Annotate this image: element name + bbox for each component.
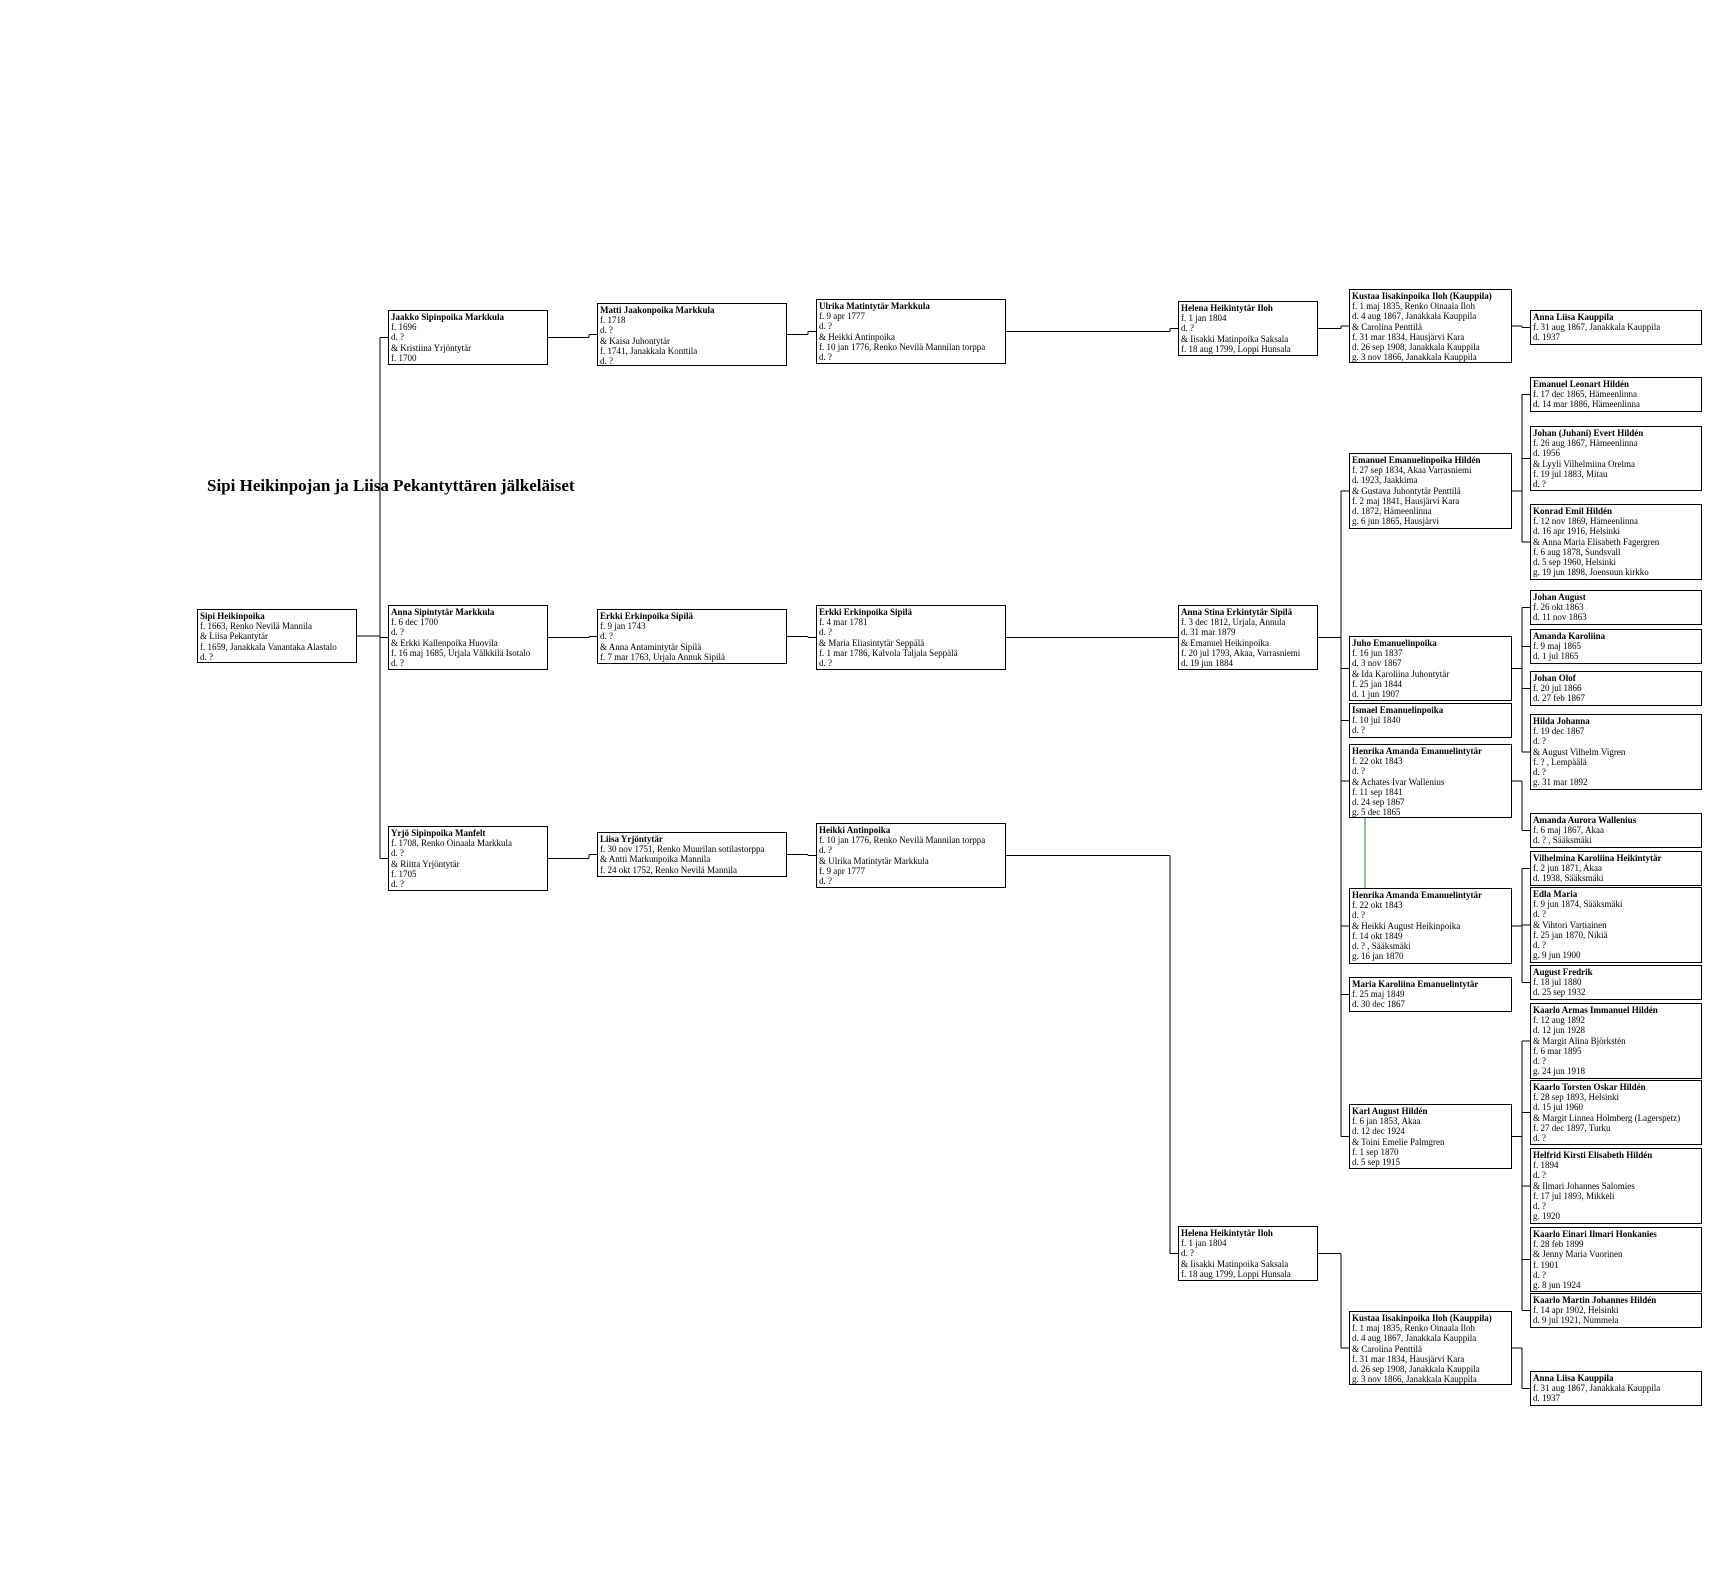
person-detail: & Anna Antamintytär Sipilä xyxy=(600,641,702,652)
person-detail: d. ? xyxy=(819,845,832,856)
person-box xyxy=(1349,1311,1512,1385)
person-name: Sipi Heikinpoika xyxy=(200,611,265,621)
person-box xyxy=(388,310,548,365)
person-box xyxy=(1349,888,1512,964)
person-box xyxy=(1530,629,1702,664)
person-name: Karl August Hildén xyxy=(1352,1106,1428,1116)
person-detail: d. ? xyxy=(1533,1056,1546,1067)
person-box xyxy=(1530,851,1702,886)
person-detail: d. 1872, Hämeenlinna xyxy=(1352,506,1432,517)
person-detail: & Anna Maria Elisabeth Fagergren xyxy=(1533,536,1660,547)
person-detail: d. ? xyxy=(1533,909,1546,920)
person-name: Matti Jaakonpoika Markkula xyxy=(600,305,715,315)
person-name: Ulrika Matintytär Markkula xyxy=(819,301,930,311)
person-detail: f. 11 sep 1841 xyxy=(1352,786,1403,797)
person-name: Erkki Erkinpoika Sipilä xyxy=(600,611,694,621)
person-box xyxy=(1349,703,1512,738)
person-detail: f. 6 aug 1878, Sundsvall xyxy=(1533,546,1621,557)
person-detail: f. 1700 xyxy=(391,352,417,363)
person-detail: f. 14 okt 1849 xyxy=(1352,930,1403,941)
person-detail: d. 19 jun 1884 xyxy=(1181,658,1234,669)
person-detail: f. 26 okt 1863 xyxy=(1533,602,1584,613)
person-detail: d. ? xyxy=(1181,1248,1194,1259)
person-detail: f. 17 jul 1893, Mikkeli xyxy=(1533,1190,1615,1201)
person-box xyxy=(1349,977,1512,1012)
person-detail: f. 19 dec 1867 xyxy=(1533,726,1585,737)
person-detail: d. ? xyxy=(819,627,832,638)
person-detail: f. 1 sep 1870 xyxy=(1352,1146,1399,1157)
person-detail: d. 1956 xyxy=(1533,448,1560,459)
person-name: Anna Liisa Kauppila xyxy=(1533,312,1614,322)
person-box xyxy=(816,605,1006,670)
person-detail: f. 9 jun 1874, Sääksmäki xyxy=(1533,899,1623,910)
person-detail: f. 1663, Renko Nevilä Mannila xyxy=(200,621,312,632)
person-name: Amanda Aurora Wallenius xyxy=(1533,815,1637,825)
person-name: Juho Emanuelinpoika xyxy=(1352,638,1437,648)
person-name: Kaarlo Armas Immanuel Hildén xyxy=(1533,1005,1658,1015)
person-detail: d. ? xyxy=(391,848,404,859)
person-detail: d. 31 mar 1879 xyxy=(1181,627,1236,638)
person-detail: g. 16 jan 1870 xyxy=(1352,951,1404,962)
person-box xyxy=(1349,636,1512,701)
person-detail: d. 25 sep 1932 xyxy=(1533,987,1586,998)
person-name: Helena Heikintytär Iloh xyxy=(1181,303,1273,313)
person-box xyxy=(1530,1003,1702,1079)
person-box xyxy=(1530,377,1702,412)
person-detail: & Ida Karoliina Juhontytär xyxy=(1352,668,1450,679)
person-detail: f. 30 nov 1751, Renko Muurilan sotilastorppa xyxy=(600,844,765,855)
person-name: Konrad Emil Hildén xyxy=(1533,506,1613,516)
person-detail: & Margit Linnea Holmberg (Lagerspetz) xyxy=(1533,1112,1681,1123)
person-detail: f. 10 jan 1776, Renko Nevilä Mannilan torppa xyxy=(819,341,986,352)
person-box xyxy=(1530,671,1702,706)
person-detail: f. 28 sep 1893, Helsinki xyxy=(1533,1092,1619,1103)
person-detail: & Carolina Penttilä xyxy=(1352,1343,1422,1354)
person-box xyxy=(1530,310,1702,345)
person-detail: d. 12 jun 1928 xyxy=(1533,1025,1586,1036)
person-detail: f. 31 aug 1867, Janakkala Kauppila xyxy=(1533,1383,1661,1394)
person-box xyxy=(1530,426,1702,491)
person-detail: f. 10 jul 1840 xyxy=(1352,715,1401,726)
person-detail: d. 27 feb 1867 xyxy=(1533,693,1585,704)
person-name: Heikki Antinpoika xyxy=(819,825,891,835)
person-detail: g. 6 jun 1865, Hausjärvi xyxy=(1352,516,1439,527)
person-detail: d. 1938, Sääksmäki xyxy=(1533,873,1604,884)
person-detail: f. 25 maj 1849 xyxy=(1352,989,1405,1000)
person-name: Kaarlo Einari Ilmari Honkanies xyxy=(1533,1229,1657,1239)
person-detail: f. 25 jan 1870, Nikiä xyxy=(1533,929,1608,940)
person-detail: f. 27 dec 1897, Turku xyxy=(1533,1122,1611,1133)
person-detail: d. ? xyxy=(1352,910,1365,921)
person-detail: d. ? xyxy=(1533,940,1546,951)
person-detail: f. 1 jan 1804 xyxy=(1181,1238,1227,1249)
person-detail: f. 16 jun 1837 xyxy=(1352,648,1403,659)
person-detail: g. 9 jun 1900 xyxy=(1533,950,1581,961)
person-detail: & Vihtori Vartiainen xyxy=(1533,919,1607,930)
person-detail: d. ? xyxy=(391,658,404,669)
person-box xyxy=(1178,301,1318,356)
person-box xyxy=(1530,714,1702,790)
person-detail: g. 19 jun 1898, Joensuun kirkko xyxy=(1533,567,1649,578)
person-detail: & Margit Alina Björkstén xyxy=(1533,1035,1626,1046)
person-detail: d. ? xyxy=(391,879,404,890)
person-name: Helfrid Kirsti Elisabeth Hildén xyxy=(1533,1150,1653,1160)
person-detail: g. 3 nov 1866, Janakkala Kauppila xyxy=(1352,1374,1477,1385)
person-name: Johan August xyxy=(1533,592,1586,602)
person-box xyxy=(1530,1227,1702,1292)
person-name: Emanuel Leonart Hildén xyxy=(1533,379,1630,389)
person-box xyxy=(1530,1148,1702,1224)
person-detail: d. 1923, Jaakkima xyxy=(1352,475,1418,486)
person-detail: g. 8 jun 1924 xyxy=(1533,1280,1581,1291)
person-name: Kaarlo Torsten Oskar Hildén xyxy=(1533,1082,1646,1092)
person-detail: d. ? xyxy=(1533,1170,1546,1181)
person-box xyxy=(1349,1104,1512,1169)
person-detail: d. ? xyxy=(819,658,832,669)
person-detail: & Maria Eliasintytär Seppälä xyxy=(819,637,925,648)
person-detail: f. 20 jul 1793, Akaa, Varrasniemi xyxy=(1181,647,1301,658)
person-name: Amanda Karoliina xyxy=(1533,631,1606,641)
person-detail: f. 1 maj 1835, Renko Oinaala Iloh xyxy=(1352,1323,1475,1334)
person-detail: f. 12 aug 1892 xyxy=(1533,1015,1585,1026)
person-box xyxy=(1530,965,1702,1000)
person-detail: & Emanuel Heikinpoika xyxy=(1181,637,1269,648)
person-detail: f. 7 mar 1763, Urjala Annuk Sipilä xyxy=(600,651,725,662)
person-detail: f. 22 okt 1843 xyxy=(1352,900,1403,911)
person-detail: f. 9 maj 1865 xyxy=(1533,641,1581,652)
person-name: Kaarlo Martin Johannes Hildén xyxy=(1533,1295,1657,1305)
person-detail: d. ? xyxy=(1533,767,1546,778)
person-detail: d. 1 jul 1865 xyxy=(1533,651,1579,662)
person-detail: & Heikki August Heikinpoika xyxy=(1352,920,1461,931)
person-name: Anna Stina Erkintytär Sipilä xyxy=(1181,607,1293,617)
person-detail: & Ulrika Matintytär Markkula xyxy=(819,855,929,866)
person-detail: d. ? xyxy=(1533,479,1546,490)
person-detail: d. 9 jul 1921, Nummela xyxy=(1533,1315,1619,1326)
person-detail: d. 5 sep 1915 xyxy=(1352,1157,1400,1168)
person-detail: f. 6 dec 1700 xyxy=(391,617,438,628)
person-detail: d. ? xyxy=(819,321,832,332)
person-box xyxy=(1530,887,1702,963)
person-name: Johan Olof xyxy=(1533,673,1576,683)
person-box xyxy=(1349,744,1512,818)
person-detail: d. ? xyxy=(1352,766,1365,777)
person-detail: f. 1708, Renko Oinaala Markkula xyxy=(391,838,512,849)
person-detail: f. 14 apr 1902, Helsinki xyxy=(1533,1305,1619,1316)
person-detail: f. 1659, Janakkala Vanantaka Alastalo xyxy=(200,641,337,652)
person-box xyxy=(816,823,1006,888)
person-box xyxy=(1178,1226,1318,1281)
person-name: Erkki Erkinpoika Sipilä xyxy=(819,607,913,617)
person-detail: d. ? xyxy=(1533,1269,1546,1280)
person-name: Johan (Juhani) Evert Hildén xyxy=(1533,428,1644,438)
person-detail: d. 1937 xyxy=(1533,1393,1560,1404)
person-box xyxy=(1178,605,1318,670)
person-detail: f. 1894 xyxy=(1533,1160,1559,1171)
person-detail: f. 2 maj 1841, Hausjärvi Kara xyxy=(1352,495,1460,506)
person-box xyxy=(1530,1371,1702,1406)
person-detail: f. 1718 xyxy=(600,315,626,326)
person-detail: f. 18 aug 1799, Loppi Hunsala xyxy=(1181,1268,1291,1279)
person-detail: d. ? xyxy=(600,356,613,366)
person-box xyxy=(1349,289,1512,363)
person-detail: f. 27 sep 1834, Akaa Varrasniemi xyxy=(1352,465,1472,476)
person-detail: & Riitta Yrjöntytär xyxy=(391,858,460,869)
person-detail: f. 9 jan 1743 xyxy=(600,621,646,632)
person-detail: d. ? xyxy=(391,627,404,638)
person-detail: f. 22 okt 1843 xyxy=(1352,756,1403,767)
person-name: Edla Maria xyxy=(1533,889,1578,899)
person-detail: f. 1741, Janakkala Konttila xyxy=(600,345,698,356)
person-box xyxy=(597,303,787,366)
person-detail: & Carolina Penttilä xyxy=(1352,321,1422,332)
person-detail: f. 1 maj 1835, Renko Oinaala Iloh xyxy=(1352,301,1475,312)
person-detail: f. 31 aug 1867, Janakkala Kauppila xyxy=(1533,322,1661,333)
person-detail: d. ? xyxy=(1533,736,1546,747)
person-detail: d. ? xyxy=(1181,323,1194,334)
person-detail: & Toini Emelie Palmgren xyxy=(1352,1136,1445,1147)
person-box xyxy=(197,609,357,663)
person-detail: d. ? xyxy=(819,876,832,887)
person-detail: f. ? , Lempäälä xyxy=(1533,756,1587,767)
person-detail: d. 1 jun 1907 xyxy=(1352,689,1400,700)
person-detail: d. 15 jul 1960 xyxy=(1533,1102,1584,1113)
person-detail: d. 24 sep 1867 xyxy=(1352,797,1405,808)
person-name: Henrika Amanda Emanuelintytär xyxy=(1352,890,1483,900)
person-detail: f. 1901 xyxy=(1533,1259,1559,1270)
person-box xyxy=(1530,813,1702,848)
person-detail: & Heikki Antinpoika xyxy=(819,331,895,342)
person-detail: & Jenny Maria Vuorinen xyxy=(1533,1249,1623,1260)
person-name: Anna Liisa Kauppila xyxy=(1533,1373,1614,1383)
person-name: Helena Heikintytär Iloh xyxy=(1181,1228,1273,1238)
person-detail: f. 2 jun 1871, Akaa xyxy=(1533,863,1602,874)
person-detail: f. 16 maj 1685, Urjala Välkkilä Isotalo xyxy=(391,647,531,658)
person-detail: d. ? xyxy=(1533,1201,1546,1212)
person-name: Henrika Amanda Emanuelintytär xyxy=(1352,746,1483,756)
person-box xyxy=(1530,590,1702,625)
person-detail: d. 26 sep 1908, Janakkala Kauppila xyxy=(1352,1364,1480,1375)
person-detail: f. 10 jan 1776, Renko Nevilä Mannilan torppa xyxy=(819,835,986,846)
page-title: Sipi Heikinpojan ja Liisa Pekantyttären jälkeläiset xyxy=(207,476,575,495)
person-detail: f. 12 nov 1869, Hämeenlinna xyxy=(1533,516,1638,527)
person-detail: f. 6 maj 1867, Akaa xyxy=(1533,825,1604,836)
person-detail: d. ? xyxy=(600,325,613,336)
person-detail: f. 1705 xyxy=(391,868,417,879)
person-box xyxy=(1349,453,1512,529)
person-box xyxy=(388,826,548,891)
person-detail: d. ? xyxy=(391,332,404,343)
person-detail: f. 1 mar 1786, Kalvola Taljala Seppälä xyxy=(819,647,958,658)
person-name: Yrjö Sipinpoika Manfelt xyxy=(391,828,486,838)
person-name: Vilhelmina Karoliina Heikintytär xyxy=(1533,853,1662,863)
person-box xyxy=(1530,1080,1702,1145)
person-detail: d. 3 nov 1867 xyxy=(1352,658,1402,669)
person-detail: f. 24 okt 1752, Renko Nevilä Mannila xyxy=(600,864,737,875)
person-detail: d. ? xyxy=(600,631,613,642)
person-detail: & Ilmari Johannes Salomies xyxy=(1533,1180,1635,1191)
person-detail: & Antti Markunpoika Mannila xyxy=(600,854,711,865)
person-box xyxy=(388,605,548,670)
person-name: Liisa Yrjöntytär xyxy=(600,834,663,844)
person-detail: f. 1696 xyxy=(391,322,417,333)
person-name: August Fredrik xyxy=(1533,967,1593,977)
person-detail: d. ? , Sääksmäki xyxy=(1533,835,1592,846)
person-detail: g. 24 jun 1918 xyxy=(1533,1066,1586,1077)
person-detail: d. ? xyxy=(1533,1133,1546,1144)
person-box xyxy=(816,299,1006,364)
person-box xyxy=(1530,1293,1702,1328)
person-detail: & Erkki Kallenpoika Huovila xyxy=(391,637,498,648)
person-detail: g. 5 dec 1865 xyxy=(1352,807,1401,818)
person-name: Hilda Johanna xyxy=(1533,716,1590,726)
person-detail: & Gustava Juhontytär Penttilä xyxy=(1352,485,1461,496)
person-detail: f. 18 aug 1799, Loppi Hunsala xyxy=(1181,343,1291,354)
person-detail: d. 26 sep 1908, Janakkala Kauppila xyxy=(1352,342,1480,353)
person-detail: d. ? , Sääksmäki xyxy=(1352,941,1411,952)
person-detail: f. 1 jan 1804 xyxy=(1181,313,1227,324)
person-detail: f. 28 feb 1899 xyxy=(1533,1239,1584,1250)
person-detail: d. ? xyxy=(200,651,213,662)
person-detail: g. 3 nov 1866, Janakkala Kauppila xyxy=(1352,352,1477,363)
person-name: Ismael Emanuelinpoika xyxy=(1352,705,1444,715)
person-detail: g. 31 mar 1892 xyxy=(1533,777,1588,788)
person-detail: f. 6 mar 1895 xyxy=(1533,1045,1582,1056)
person-detail: & Iisakki Matinpoika Saksala xyxy=(1181,1258,1289,1269)
person-detail: f. 26 aug 1867, Hämeenlinna xyxy=(1533,438,1638,449)
person-detail: f. 31 mar 1834, Hausjärvi Kara xyxy=(1352,331,1465,342)
person-name: Jaakko Sipinpoika Markkula xyxy=(391,312,505,322)
person-name: Anna Sipintytär Markkula xyxy=(391,607,495,617)
person-detail: & Iisakki Matinpoika Saksala xyxy=(1181,333,1289,344)
person-detail: & Achates Ivar Wallenius xyxy=(1352,776,1445,787)
person-name: Kustaa Iisakinpoika Iloh (Kauppila) xyxy=(1352,1313,1492,1323)
person-detail: & August Vilhelm Vigren xyxy=(1533,746,1626,757)
person-detail: f. 3 dec 1812, Urjala, Annula xyxy=(1181,617,1286,628)
person-detail: & Lyyli Vilhelmiina Orelma xyxy=(1533,458,1636,469)
person-detail: d. 4 aug 1867, Janakkala Kauppila xyxy=(1352,311,1477,322)
person-detail: & Kaisa Juhontytär xyxy=(600,335,670,346)
person-detail: f. 25 jan 1844 xyxy=(1352,678,1402,689)
person-detail: f. 19 jul 1883, Mitau xyxy=(1533,468,1608,479)
person-name: Kustaa Iisakinpoika Iloh (Kauppila) xyxy=(1352,291,1492,301)
person-name: Maria Karoliina Emanuelintytär xyxy=(1352,979,1479,989)
person-detail: d. 4 aug 1867, Janakkala Kauppila xyxy=(1352,1333,1477,1344)
person-box xyxy=(1530,504,1702,580)
person-detail: d. 30 dec 1867 xyxy=(1352,999,1405,1010)
person-detail: & Liisa Pekantytär xyxy=(200,631,268,642)
person-detail: d. 11 nov 1863 xyxy=(1533,612,1587,623)
person-detail: f. 20 jul 1866 xyxy=(1533,683,1582,694)
person-detail: g. 1920 xyxy=(1533,1211,1560,1222)
person-detail: f. 6 jan 1853, Akaa xyxy=(1352,1116,1421,1127)
person-detail: d. 12 dec 1924 xyxy=(1352,1126,1405,1137)
person-detail: f. 9 apr 1777 xyxy=(819,865,865,876)
person-detail: d. ? xyxy=(819,352,832,363)
person-name: Emanuel Emanuelinpoika Hildén xyxy=(1352,455,1481,465)
person-detail: f. 9 apr 1777 xyxy=(819,311,865,322)
person-detail: d. ? xyxy=(1352,725,1365,736)
person-box xyxy=(597,832,787,877)
person-detail: d. 1937 xyxy=(1533,332,1560,343)
person-box xyxy=(597,609,787,664)
person-detail: d. 14 mar 1886, Hämeenlinna xyxy=(1533,399,1640,410)
person-detail: f. 18 jul 1880 xyxy=(1533,977,1582,988)
person-detail: d. 5 sep 1960, Helsinki xyxy=(1533,557,1616,568)
person-detail: d. 16 apr 1916, Helsinki xyxy=(1533,526,1620,537)
person-detail: f. 17 dec 1865, Hämeenlinna xyxy=(1533,389,1637,400)
person-detail: f. 31 mar 1834, Hausjärvi Kara xyxy=(1352,1353,1465,1364)
person-detail: & Kristiina Yrjöntytär xyxy=(391,342,472,353)
person-detail: f. 4 mar 1781 xyxy=(819,617,868,628)
